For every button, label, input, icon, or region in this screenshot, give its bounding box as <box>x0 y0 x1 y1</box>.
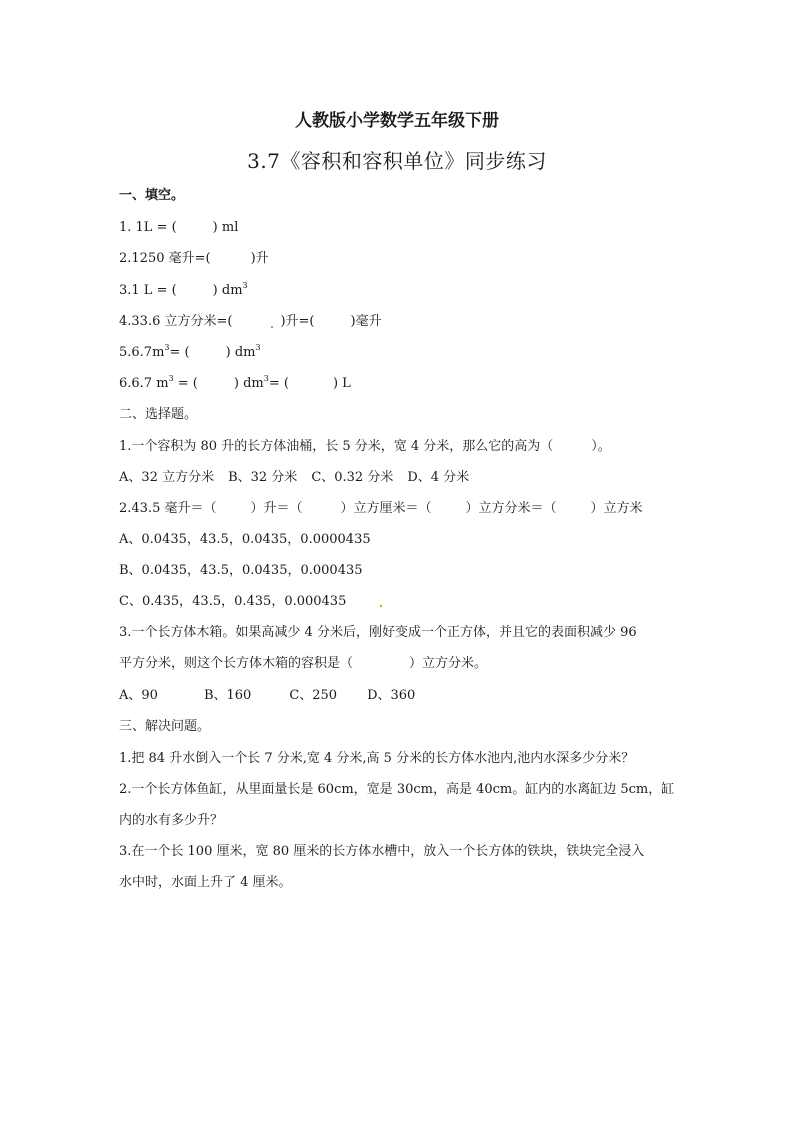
option-d: D、4 分米 <box>407 470 470 485</box>
question-2-1-options <box>119 470 469 486</box>
section-heading-fill-blank: 一、填空。 <box>119 188 185 203</box>
question-2-2-option-a: A、0.0435，43.5，0.0435，0.0000435 <box>119 532 371 547</box>
option-d: D、360 <box>367 688 416 703</box>
question-1-1: 1. 1L = ( ) ml <box>119 220 239 235</box>
section-heading-word-problems: 三、解决问题。 <box>119 719 211 734</box>
question-3-3-line1: 3.在一个长 100 厘米，宽 80 厘米的长方体水槽中，放入一个长方体的铁块，铁块完全浸入 <box>119 844 645 859</box>
option-c: C、0.32 分米 <box>311 470 394 485</box>
question-1-3: 3.1 L = ( ) $dm^3$ <box>119 281 248 298</box>
question-2-2-option-c: C、0.435，43.5，0.435，0.000435 <box>119 594 347 609</box>
question-3-3-line2: 水中时，水面上升了 4 厘米。 <box>119 875 292 890</box>
section-heading-multiple-choice: 二、选择题。 <box>119 407 198 422</box>
question-1-4: 4.33.6 立方分米=( )升=( )毫升 <box>119 314 382 329</box>
option-a: A、32 立方分米 <box>119 470 215 485</box>
question-2-3-line1: 3.一个长方体木箱。如果高减少 4 分米后，刚好变成一个正方体，并且它的表面积减少 96 <box>119 625 637 640</box>
question-2-2: 2.43.5 毫升＝（ ）升＝（ ）立方厘米＝（ ）立方分米＝（ ）立方米 <box>119 501 643 516</box>
option-b: B、160 <box>203 688 252 703</box>
stray-mark <box>380 605 382 607</box>
question-3-2-line1: 2.一个长方体鱼缸，从里面量长是 60cm，宽是 30cm，高是 40cm。缸内的水离缸边 5cm，缸 <box>119 782 675 797</box>
question-2-3-line2: 平方分米，则这个长方体木箱的容积是（ ）立方分米。 <box>119 656 488 671</box>
question-1-2: 2.1250 毫升=( )升 <box>119 251 269 266</box>
worksheet-title: 人教版小学数学五年级下册 <box>295 111 499 131</box>
option-a: A、90 <box>119 688 158 703</box>
question-2-2-option-b: B、0.0435，43.5，0.0435，0.000435 <box>119 563 363 578</box>
question-2-3-options <box>119 688 415 704</box>
worksheet-subtitle: 3.7《容积和容积单位》同步练习 <box>247 149 547 173</box>
question-3-2-line2: 内的水有多少升？ <box>119 813 224 828</box>
question-1-5: $5.6.7m^3=$ ( ) $dm^3$ <box>119 343 261 360</box>
question-2-1: 1.一个容积为 80 升的长方体油桶，长 5 分米，宽 4 分米，那么它的高为（ ）。 <box>119 439 611 454</box>
question-1-6: 6.6.7 $m^3$ = ( ) $dm^3=$ ( ) L <box>119 374 351 391</box>
option-c: C、250 <box>289 688 338 703</box>
option-b: B、32 分米 <box>228 470 298 485</box>
stray-mark <box>271 326 273 328</box>
question-3-1: 1.把 84 升水倒入一个长 7 分米,宽 4 分米,高 5 分米的长方体水池内,池内水深多少分米？ <box>119 751 635 766</box>
